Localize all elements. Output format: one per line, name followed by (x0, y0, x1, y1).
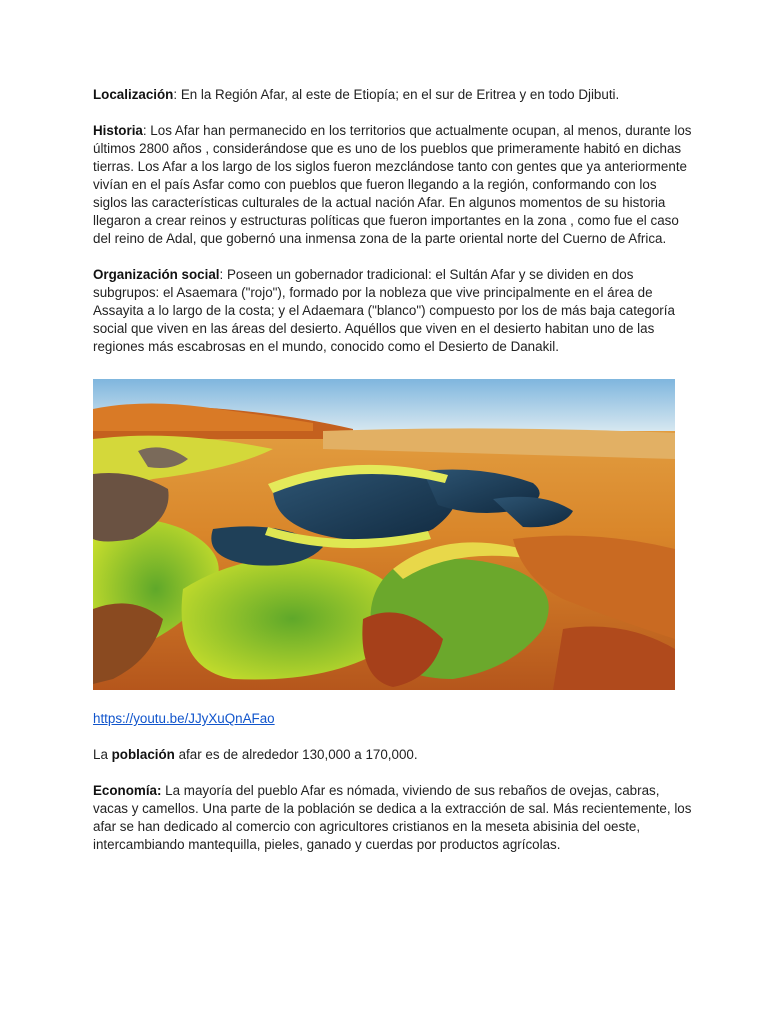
paragraph-economia (93, 782, 693, 854)
paragraph-poblacion (93, 746, 693, 764)
label-historia: Historia (93, 123, 143, 138)
label-localizacion: Localización (93, 87, 174, 102)
text-poblacion-pre: La (93, 747, 112, 762)
label-organizacion-social: Organización social (93, 267, 220, 282)
text-organizacion-social: : Poseen un gobernador tradicional: el Sultán Afar y se dividen en dos subgrupos: el Asaemara ("rojo"), formado por la nobleza que vive principalmente en el área de Assayita a lo largo de la costa; y el Adaemara ("blanco") compuesto por los de más baja categoría social que viven en las áreas del desierto. Aquéllos que viven en el desierto habitan uno de las regiones más escabrosas en el mundo, conocido como el Desierto de Danakil. (93, 267, 675, 354)
document-body (93, 86, 693, 854)
paragraph-link (93, 710, 693, 728)
label-poblacion: población (111, 747, 175, 762)
label-economia: Economía: (93, 783, 162, 798)
danakil-landscape-photo (93, 379, 675, 690)
landscape-illustration (93, 379, 675, 690)
text-historia: : Los Afar han permanecido en los territorios que actualmente ocupan, al menos, durante los últimos 2800 años , considerándose que es uno de los pueblos que primeramente habitó en dichas tierras. Los Afar a los largo de los siglos fueron mezclándose tanto con gentes que ya anteriormente vivían en el país Asfar como con pueblos que fueron llegando a la región, conformando con los siglos las características culturales de la actual nación Afar. En algunos momentos de su historia llegaron a crear reinos y estructuras políticas que fueron importantes en la zona , como fue el caso del reino de Adal, que gobernó una inmensa zona de la parte oriental norte del Cuerno de Africa. (93, 123, 692, 246)
text-poblacion-post: afar es de alrededor 130,000 a 170,000. (174, 747, 418, 762)
paragraph-localizacion (93, 86, 693, 104)
paragraph-historia (93, 122, 693, 248)
text-localizacion: : En la Región Afar, al este de Etiopía; en el sur de Eritrea y en todo Djibuti. (173, 87, 620, 102)
paragraph-organizacion-social (93, 266, 693, 356)
text-economia: La mayoría del pueblo Afar es nómada, viviendo de sus rebaños de ovejas, cabras, vacas y camellos. Una parte de la población se dedica a la extracción de sal. Más recientemente, los afar se han dedicado al comercio con agricultores cristianos en la meseta abisinia del oeste, intercambiando mantequilla, pieles, ganado y cuerdas por productos agrícolas. (93, 783, 692, 852)
youtube-link[interactable]: https://youtu.be/JJyXuQnAFao (93, 711, 275, 726)
